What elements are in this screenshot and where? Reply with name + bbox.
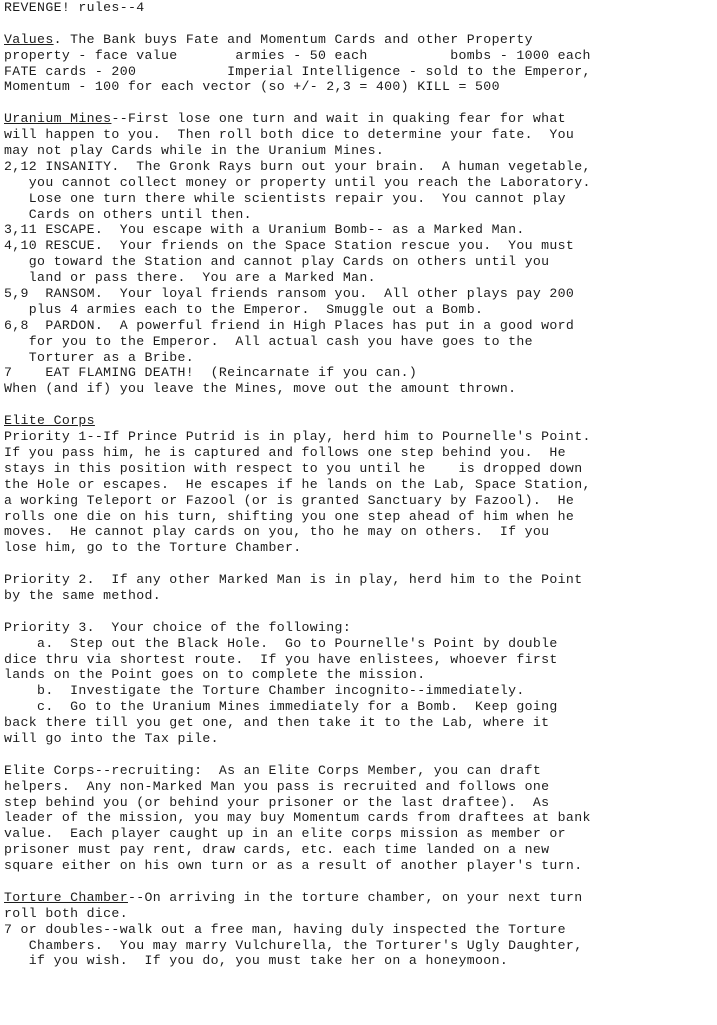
recruiting-line: helpers. Any non-Marked Man you pass is recruited and follows one (4, 778, 550, 794)
uranium-line: plus 4 armies each to the Emperor. Smuggle out a Bomb. (4, 301, 484, 317)
priority-1-line: the Hole or escapes. He escapes if he lands on the Lab, Space Station, (4, 476, 591, 492)
priority-3-line: back there till you get one, and then take it to the Lab, where it (4, 715, 550, 731)
uranium-line: 7 EAT FLAMING DEATH! (Reincarnate if you can.) (4, 365, 418, 381)
priority-3-line: c. Go to the Uranium Mines immediately for a Bomb. Keep going (4, 699, 558, 715)
recruiting-heading: Elite Corps--recruiting: (4, 762, 203, 778)
uranium-line: 4,10 RESCUE. Your friends on the Space Station rescue you. You must (4, 238, 575, 254)
uranium-line: may not play Cards while in the Uranium Mines. (4, 143, 385, 159)
torture-line: roll both dice. (4, 905, 128, 921)
recruiting-line: square either on his own turn or as a result of another player's turn. (4, 858, 583, 874)
uranium-line: Cards on others until then. (4, 206, 252, 222)
priority-3-line: b. Investigate the Torture Chamber incognito--immediately. (4, 683, 525, 699)
priority-1-line: If you pass him, he is captured and follows one step behind you. He (4, 444, 566, 460)
priority-3-line: dice thru via shortest route. If you have enlistees, whoever first (4, 651, 558, 667)
uranium-line: for you to the Emperor. All actual cash you have goes to the (4, 333, 533, 349)
priority-1-line: lose him, go to the Torture Chamber. (4, 540, 302, 556)
priority-2-line: Priority 2. If any other Marked Man is in play, herd him to the Point (4, 572, 583, 588)
recruiting-line: As an Elite Corps Member, you can draft (202, 762, 542, 778)
priority-3-line: a. Step out the Black Hole. Go to Pournelle's Point by double (4, 635, 558, 651)
values-line: FATE cards - 200 Imperial Intelligence - sold to the Emperor, (4, 63, 591, 79)
uranium-mines-section (4, 111, 717, 397)
torture-line: --On arriving in the torture chamber, on your next turn (127, 889, 583, 905)
elite-corps-heading: Elite Corps (4, 413, 95, 429)
uranium-line: Lose one turn there while scientists repair you. You cannot play (4, 190, 566, 206)
priority-1-line: moves. He cannot play cards on you, tho he may on others. If you (4, 524, 550, 540)
recruiting-line: value. Each player caught up in an elite corps mission as member or (4, 826, 566, 842)
torture-line: Chambers. You may marry Vulchurella, the Torturer's Ugly Daughter, (4, 937, 583, 953)
priority-1-line: Priority 1--If Prince Putrid is in play, herd him to Pournelle's Point. (4, 429, 591, 445)
uranium-line: When (and if) you leave the Mines, move out the amount thrown. (4, 381, 517, 397)
values-line: property - face value armies - 50 each bombs - 1000 each (4, 47, 591, 63)
priority-1-line: rolls one die on his turn, shifting you one step ahead of him when he (4, 508, 575, 524)
uranium-line: go toward the Station and cannot play Cards on others until you (4, 254, 550, 270)
uranium-line: 6,8 PARDON. A powerful friend in High Places has put in a good word (4, 317, 575, 333)
torture-line: if you wish. If you do, you must take her on a honeymoon. (4, 953, 509, 969)
priority-2-line: by the same method. (4, 587, 162, 603)
uranium-line: 2,12 INSANITY. The Gronk Rays burn out your brain. A human vegetable, (4, 158, 591, 174)
torture-chamber-section (4, 890, 717, 969)
uranium-line: Torturer as a Bribe. (4, 349, 195, 365)
values-section (4, 32, 717, 96)
priority-3-line: Priority 3. Your choice of the following: (4, 619, 352, 635)
uranium-line: you cannot collect money or property until you reach the Laboratory. (4, 174, 591, 190)
recruiting-line: prisoner must pay rent, draw cards, etc. each time landed on a new (4, 842, 550, 858)
uranium-line: 5,9 RANSOM. Your loyal friends ransom you. All other plays pay 200 (4, 286, 575, 302)
priority-3-line: lands on the Point goes on to complete the mission. (4, 667, 426, 683)
page-header: REVENGE! rules--4 (4, 0, 145, 15)
uranium-line: 3,11 ESCAPE. You escape with a Uranium Bomb-- as a Marked Man. (4, 222, 525, 238)
values-line: Momentum - 100 for each vector (so +/- 2,3 = 400) KILL = 500 (4, 79, 500, 95)
torture-line: 7 or doubles--walk out a free man, having duly inspected the Torture (4, 921, 566, 937)
uranium-line: will happen to you. Then roll both dice to determine your fate. You (4, 127, 575, 143)
values-line: . The Bank buys Fate and Momentum Cards and other Property (53, 31, 533, 47)
recruiting-line: leader of the mission, you may buy Momentum cards from draftees at bank (4, 810, 591, 826)
uranium-line: --First lose one turn and wait in quaking fear for what (111, 111, 566, 127)
torture-chamber-heading: Torture Chamber (4, 889, 128, 905)
priority-1-line: stays in this position with respect to you until he is dropped down (4, 460, 583, 476)
recruiting-line: step behind you (or behind your prisoner or the last draftee). As (4, 794, 550, 810)
uranium-mines-heading: Uranium Mines (4, 111, 112, 127)
uranium-line: land or pass there. You are a Marked Man. (4, 270, 376, 286)
elite-corps-section (4, 413, 717, 874)
values-heading: Values (4, 31, 54, 47)
priority-3-line: will go into the Tax pile. (4, 730, 219, 746)
priority-1-line: a working Teleport or Fazool (or is granted Sanctuary by Fazool). He (4, 492, 575, 508)
